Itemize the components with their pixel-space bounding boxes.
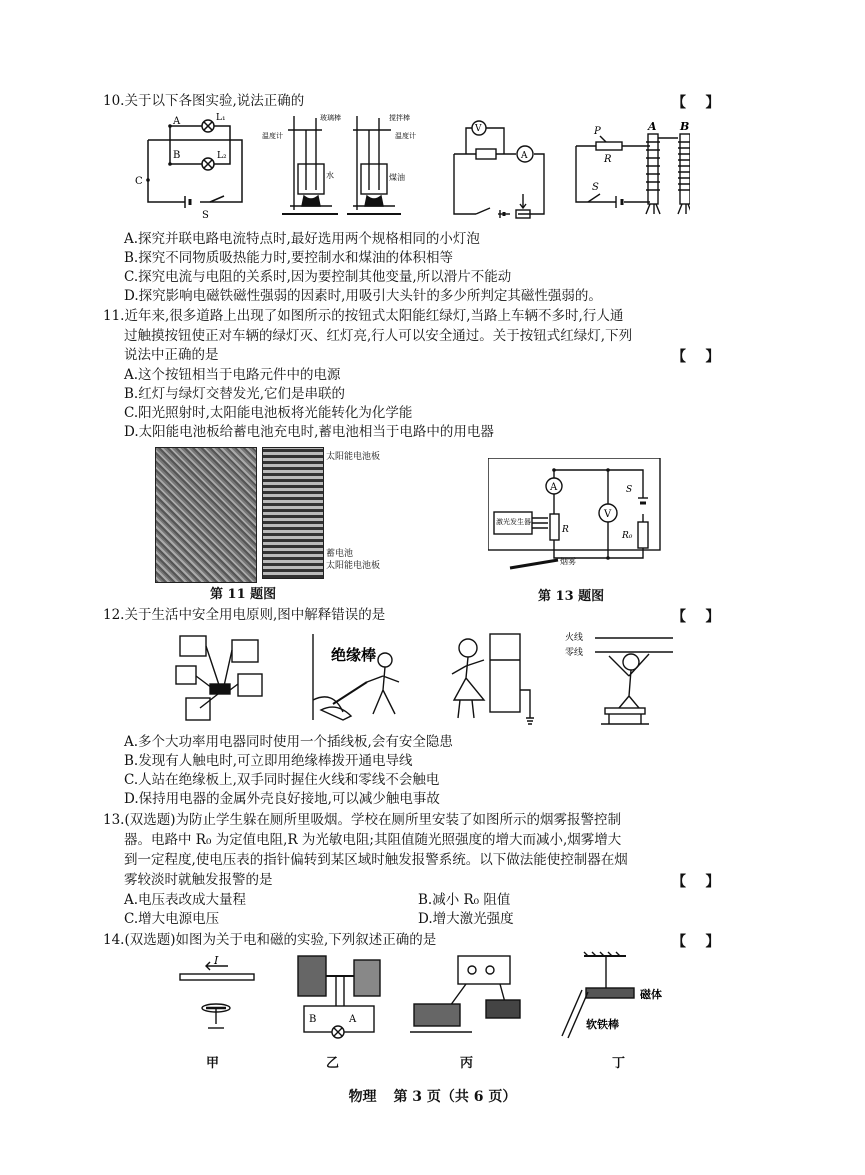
q12-option-b[interactable]: B.发现有人触电时,可立即用绝缘棒拨开通电导线 bbox=[124, 753, 413, 769]
label-smoke: 烟雾 bbox=[560, 557, 576, 566]
label-soft-iron-rod: 软铁棒 bbox=[586, 1018, 619, 1031]
label-voltmeter: V bbox=[475, 124, 482, 134]
q11-answer-bracket: 【 】 bbox=[672, 349, 720, 365]
q10-option-c[interactable]: C.探究电流与电阻的关系时,因为要控制其他变量,所以滑片不能动 bbox=[124, 269, 512, 285]
label-live-wire: 火线 bbox=[565, 633, 584, 643]
label-stir-rod: 搅拌棒 bbox=[389, 114, 410, 122]
q14-fig-bing-motor bbox=[410, 952, 528, 1038]
label-s: S bbox=[202, 210, 209, 221]
label-current-i: I bbox=[214, 954, 219, 967]
label-water: 水 bbox=[326, 171, 334, 180]
q10-fig-resistor-circuit bbox=[438, 114, 553, 222]
q12-answer-bracket: 【 】 bbox=[672, 609, 720, 625]
label-magnet: 磁体 bbox=[640, 988, 662, 1001]
page-footer bbox=[0, 1086, 865, 1106]
q14-answer-bracket: 【 】 bbox=[672, 934, 720, 950]
q13-figure-caption: 第 13 题图 bbox=[538, 589, 605, 604]
q14-fig-jia-oersted bbox=[178, 952, 258, 1032]
q10-answer-bracket: 【 】 bbox=[672, 95, 720, 111]
q11-stem-line-3: 说法中正确的是 bbox=[124, 347, 219, 363]
label-switch: S bbox=[592, 182, 599, 193]
q11-option-b[interactable]: B.红灯与绿灯交替发光,它们是串联的 bbox=[124, 386, 346, 402]
q13-fig-smoke-alarm-circuit bbox=[488, 458, 663, 580]
q14-caption-bing: 丙 bbox=[460, 1056, 474, 1071]
q13-option-b[interactable]: B.减小 R₀ 阻值 bbox=[418, 892, 511, 908]
q10-fig-electromagnets bbox=[570, 118, 690, 218]
q10-stem: 10.关于以下各图实验,说法正确的 bbox=[103, 93, 305, 109]
label-a: A bbox=[173, 116, 181, 127]
q14-caption-yi: 乙 bbox=[326, 1056, 340, 1071]
label-coil-a: A bbox=[648, 120, 657, 133]
q12-fig-live-and-neutral-wires bbox=[565, 626, 675, 726]
q13-option-d[interactable]: D.增大激光强度 bbox=[418, 911, 514, 927]
q13-stem-line-3: 到一定程度,使电压表的指针偏转到某区域时触发报警系统。以下做法能使控制器在烟 bbox=[124, 852, 628, 868]
q11-figure-caption: 第 11 题图 bbox=[210, 587, 277, 602]
q14-caption-ding: 丁 bbox=[612, 1056, 626, 1071]
footer-subject: 物理 bbox=[348, 1089, 377, 1105]
label-a: A bbox=[349, 1014, 357, 1025]
q11-option-c[interactable]: C.阳光照射时,太阳能电池板将光能转化为化学能 bbox=[124, 405, 413, 421]
label-insulating-rod: 绝缘棒 bbox=[331, 646, 377, 664]
q10-fig-heating-oil bbox=[345, 110, 425, 222]
label-coil-b: B bbox=[680, 120, 690, 133]
q11-stem-line-1: 11.近年来,很多道路上出现了如图所示的按钮式太阳能红绿灯,当路上车辆不多时,行人通 bbox=[103, 308, 624, 324]
label-ammeter: A bbox=[521, 151, 528, 161]
label-kerosene: 煤油 bbox=[389, 173, 405, 182]
q11-option-a[interactable]: A.这个按钮相当于电路元件中的电源 bbox=[124, 367, 341, 383]
label-switch: S bbox=[626, 485, 633, 495]
q12-option-d[interactable]: D.保持用电器的金属外壳良好接地,可以减少触电事故 bbox=[124, 791, 440, 807]
label-b: B bbox=[173, 150, 181, 161]
label-c: C bbox=[135, 176, 143, 187]
label-ammeter: A bbox=[550, 482, 558, 493]
label-thermometer-1: 温度计 bbox=[262, 132, 283, 140]
q13-stem-line-4: 雾较淡时就触发报警的是 bbox=[124, 872, 273, 888]
q14-caption-jia: 甲 bbox=[206, 1056, 220, 1071]
q10-option-b[interactable]: B.探究不同物质吸热能力时,要控制水和煤油的体积相等 bbox=[124, 250, 454, 266]
q12-fig-insulating-rod-rescue bbox=[303, 630, 413, 726]
q10-option-d[interactable]: D.探究影响电磁铁磁性强弱的因素时,用吸引大头针的多少所判定其磁性强弱的。 bbox=[124, 288, 602, 304]
q11-label-solar-panel-bottom: 太阳能电池板 bbox=[326, 561, 381, 571]
label-neutral-wire: 零线 bbox=[565, 648, 584, 658]
q13-stem-line-1: 13.(双选题)为防止学生躲在厕所里吸烟。学校在厕所里安装了如图所示的烟雾报警控制 bbox=[103, 812, 622, 828]
label-glass-rod: 玻璃棒 bbox=[320, 114, 341, 122]
q12-stem: 12.关于生活中安全用电原则,图中解释错误的是 bbox=[103, 607, 386, 623]
q10-fig-parallel-circuit bbox=[130, 112, 255, 222]
q11-option-d[interactable]: D.太阳能电池板给蓄电池充电时,蓄电池相当于电路中的用电器 bbox=[124, 424, 494, 440]
q13-answer-bracket: 【 】 bbox=[672, 874, 720, 890]
q12-fig-power-strip-overload bbox=[172, 630, 272, 726]
q11-photo-traffic-light-unit bbox=[262, 447, 324, 579]
label-laser: 激光发生器 bbox=[496, 518, 531, 526]
q12-fig-grounded-fridge bbox=[438, 630, 538, 726]
q11-label-battery: 蓄电池 bbox=[326, 549, 354, 559]
q13-option-c[interactable]: C.增大电源电压 bbox=[124, 911, 220, 927]
q12-option-a[interactable]: A.多个大功率用电器同时使用一个插线板,会有安全隐患 bbox=[124, 734, 453, 750]
q14-fig-ding-magnet bbox=[556, 950, 686, 1042]
q10-option-a[interactable]: A.探究并联电路电流特点时,最好选用两个规格相同的小灯泡 bbox=[124, 231, 480, 247]
q14-fig-yi-induction bbox=[292, 950, 392, 1042]
label-l1: L₁ bbox=[216, 113, 226, 123]
label-r0: R₀ bbox=[622, 531, 633, 541]
label-voltmeter: V bbox=[604, 509, 612, 520]
label-l2: L₂ bbox=[217, 151, 227, 161]
label-r: R bbox=[604, 154, 612, 165]
q10-fig-heating-water bbox=[262, 110, 342, 222]
q13-stem-line-2: 器。电路中 R₀ 为定值电阻,R 为光敏电阻;其阻值随光照强度的增大而减小,烟雾增大 bbox=[124, 832, 622, 848]
label-photoresistor: R bbox=[562, 525, 569, 535]
label-p: P bbox=[594, 126, 601, 137]
q14-stem: 14.(双选题)如图为关于电和磁的实验,下列叙述正确的是 bbox=[103, 932, 437, 948]
label-thermometer-2: 温度计 bbox=[395, 132, 416, 140]
footer-page-number: 第 3 页（共 6 页） bbox=[393, 1089, 517, 1105]
q12-option-c[interactable]: C.人站在绝缘板上,双手同时握住火线和零线不会触电 bbox=[124, 772, 440, 788]
label-b: B bbox=[309, 1014, 317, 1025]
q13-option-a[interactable]: A.电压表改成大量程 bbox=[124, 892, 247, 908]
q11-label-solar-panel-top: 太阳能电池板 bbox=[326, 452, 381, 462]
q11-stem-line-2: 过触摸按钮使正对车辆的绿灯灭、红灯亮,行人可以安全通过。关于按钮式红绿灯,下列 bbox=[124, 328, 633, 344]
q11-photo-traffic-light-street bbox=[155, 447, 257, 583]
